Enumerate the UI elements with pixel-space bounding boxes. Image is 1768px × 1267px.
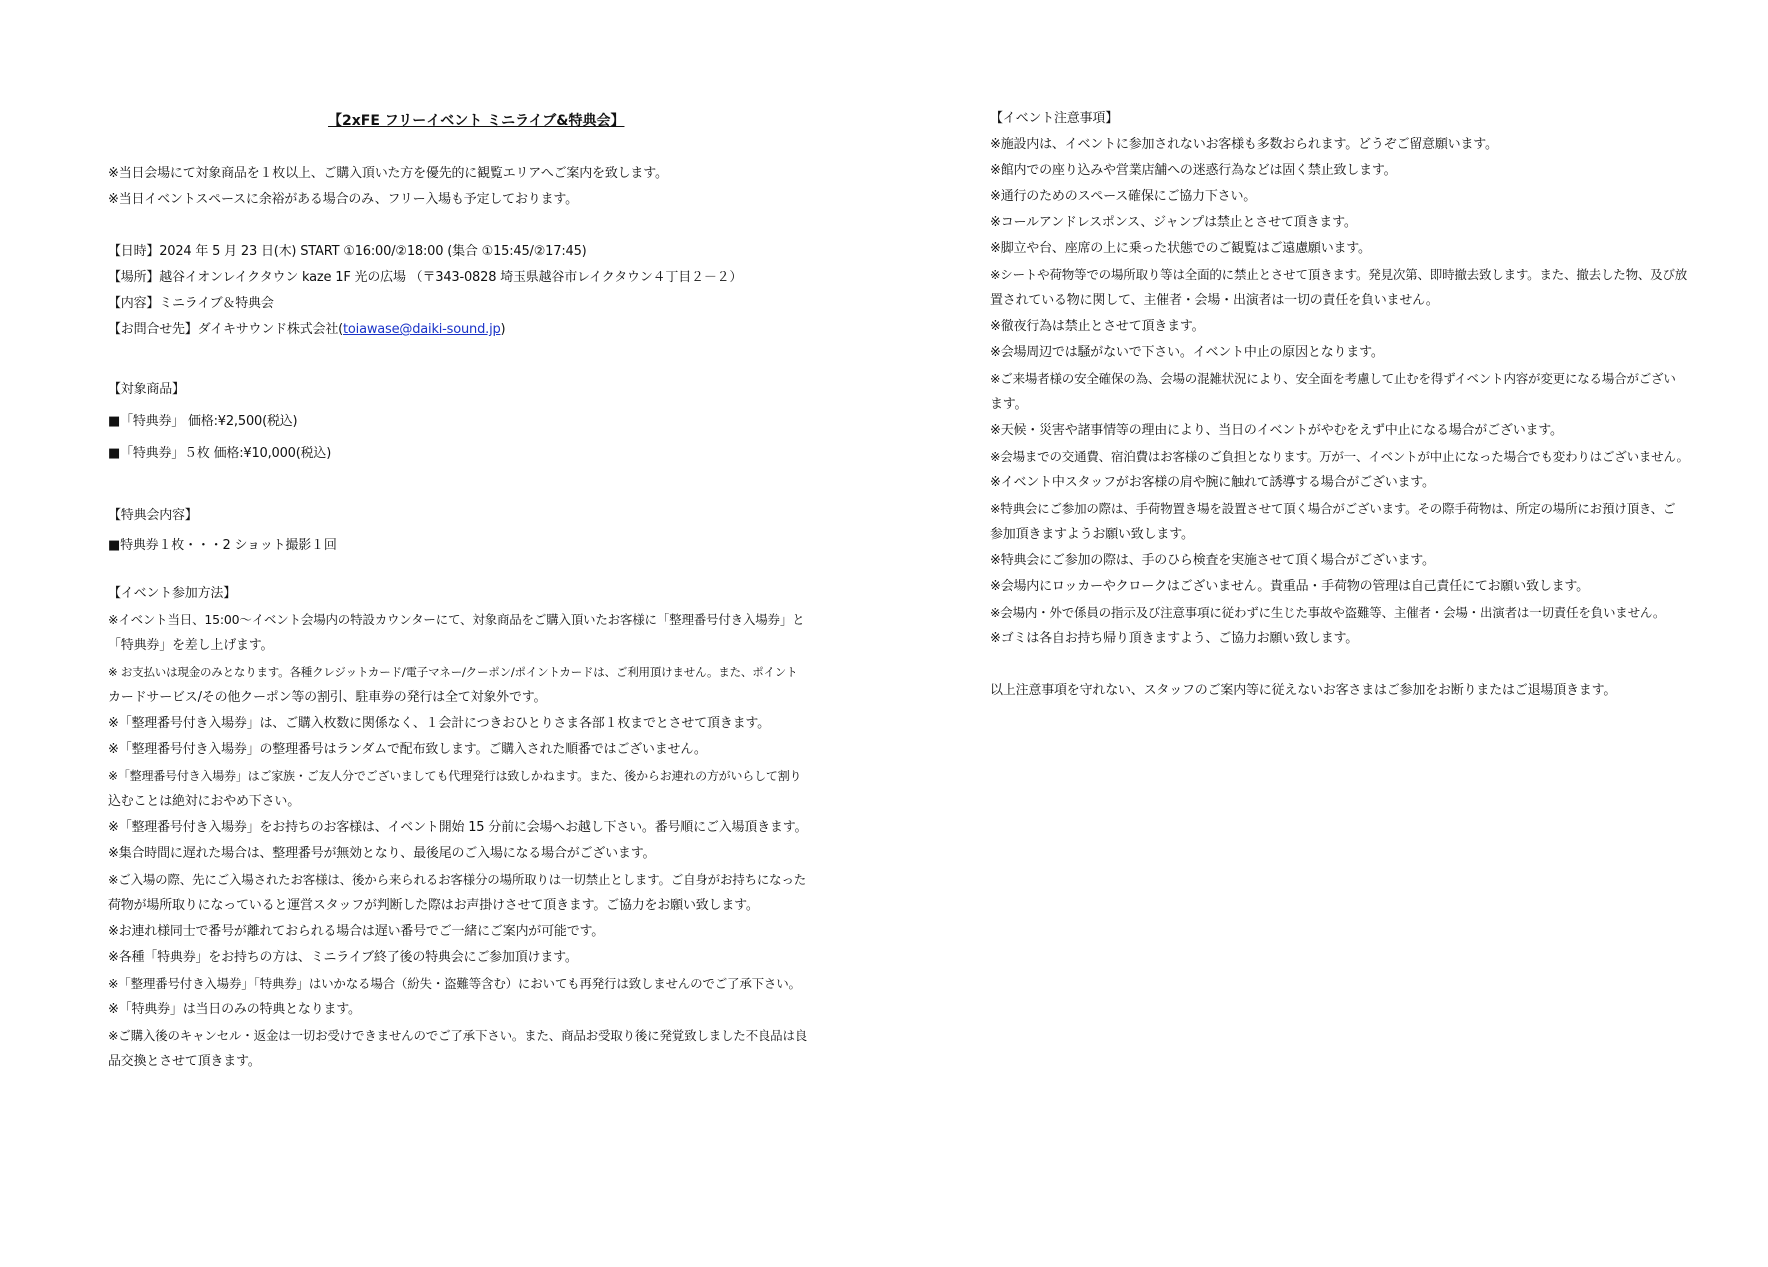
participation-line: ※お連れ様同士で番号が離れておられる場合は遅い番号でご一緒にご案内が可能です。 <box>108 924 605 939</box>
note-line: ※徹夜行為は禁止とさせて頂きます。 <box>990 319 1205 334</box>
participation-line: ※ご購入後のキャンセル・返金は一切お受けできませんのでご了承下さい。また、商品お受取り後に発覚致しました不良品は良 <box>108 1028 808 1043</box>
info-content: 【内容】ミニライブ＆特典会 <box>108 296 274 311</box>
product-item-2: ■「特典券」５枚 価格:¥10,000(税込) <box>108 446 332 461</box>
note-line: ※脚立や台、座席の上に乗った状態でのご観覧はご遠慮願います。 <box>990 241 1371 256</box>
note-line: ※ゴミは各自お持ち帰り頂きますよう、ご協力お願い致します。 <box>990 631 1359 646</box>
notes-closing: 以上注意事項を守れない、スタッフのご案内等に従えないお客さまはご参加をお断りまたはご退場頂きます。 <box>990 683 1617 698</box>
notes-heading: 【イベント注意事項】 <box>990 111 1119 126</box>
page-title: 【2xFE フリーイベント ミニライブ&特典会】 <box>328 113 625 129</box>
note-line: ます。 <box>990 397 1028 412</box>
note-line: 置されている物に関して、主催者・会場・出演者は一切の責任を負いません。 <box>990 293 1439 308</box>
note-line: ※天候・災害や諸事情等の理由により、当日のイベントがやむをえず中止になる場合がございます。 <box>990 423 1563 438</box>
note-line: ※会場までの交通費、宿泊費はお客様のご負担となります。万が一、イベントが中止になった場合でも変わりはございません。 <box>990 449 1689 464</box>
note-line: ※特典会にご参加の際は、手荷物置き場を設置させて頂く場合がございます。その際手荷物は、所定の場所にお預け頂き、ご <box>990 501 1676 516</box>
note-line: 参加頂きますようお願い致します。 <box>990 527 1194 542</box>
product-item-1: ■「特典券」 価格:¥2,500(税込) <box>108 414 298 429</box>
participation-line: ※「特典券」は当日のみの特典となります。 <box>108 1002 361 1017</box>
benefit-item-1: ■特典券１枚・・・2 ショット撮影１回 <box>108 538 337 553</box>
note-line: ※通行のためのスペース確保にご協力下さい。 <box>990 189 1257 204</box>
participation-heading: 【イベント参加方法】 <box>108 586 237 601</box>
note-line: ※会場内・外で係員の指示及び注意事項に従わずに生じた事故や盗難等、主催者・会場・出演者は一切責任を負いません。 <box>990 605 1666 620</box>
participation-line: 荷物が場所取りになっていると運営スタッフが判断した際はお声掛けさせて頂きます。ご協力をお願い致します。 <box>108 898 759 913</box>
note-line: ※ご来場者様の安全確保の為、会場の混雑状況により、安全面を考慮して止むを得ずイベント内容が変更になる場合がござい <box>990 371 1676 386</box>
participation-line: 込むことは絶対におやめ下さい。 <box>108 794 301 809</box>
participation-line: ※各種「特典券」をお持ちの方は、ミニライブ終了後の特典会にご参加頂けます。 <box>108 950 578 965</box>
benefit-heading: 【特典会内容】 <box>108 508 198 523</box>
participation-line: ※ お支払いは現金のみとなります。各種クレジットカード/電子マネー/クーポン/ポイントカードは、ご利用頂けません。また、ポイント <box>108 665 798 679</box>
products-heading: 【対象商品】 <box>108 382 185 397</box>
participation-line: ※「整理番号付き入場券」の整理番号はランダムで配布致します。ご購入された順番ではございません。 <box>108 742 707 757</box>
participation-line: 「特典券」を差し上げます。 <box>108 638 274 653</box>
participation-line: ※集合時間に遅れた場合は、整理番号が無効となり、最後尾のご入場になる場合がございます。 <box>108 846 656 861</box>
info-contact <box>108 322 505 338</box>
participation-line: 品交換とさせて頂きます。 <box>108 1054 261 1069</box>
info-date: 【日時】2024 年 5 月 23 日(木) START ①16:00/②18:00 (集合 ①15:45/②17:45) <box>108 244 587 259</box>
participation-line: ※イベント当日、15:00～イベント会場内の特設カウンターにて、対象商品をご購入頂いたお客様に「整理番号付き入場券」と <box>108 612 805 627</box>
contact-prefix: 【お問合せ先】ダイキサウンド株式会社( <box>108 322 344 337</box>
contact-email-link[interactable]: toiawase@daiki-sound.jp <box>343 322 501 337</box>
note-line: ※特典会にご参加の際は、手のひら検査を実施させて頂く場合がございます。 <box>990 553 1435 568</box>
note-line: ※館内での座り込みや営業店舗への迷惑行為などは固く禁止致します。 <box>990 163 1397 178</box>
participation-line: カードサービス/その他クーポン等の割引、駐車券の発行は全て対象外です。 <box>108 690 547 705</box>
participation-line: ※「整理番号付き入場券」は、ご購入枚数に関係なく、１会計につきおひとりさま各部１枚までとさせて頂きます。 <box>108 716 770 731</box>
info-place: 【場所】越谷イオンレイクタウン kaze 1F 光の広場 （〒343-0828 埼玉県越谷市レイクタウン４丁目２－２） <box>108 270 743 285</box>
contact-suffix: ) <box>500 322 506 337</box>
participation-line: ※ご入場の際、先にご入場されたお客様は、後から来られるお客様分の場所取りは一切禁止とします。ご自身がお持ちになった <box>108 872 807 887</box>
participation-line: ※「整理番号付き入場券」をお持ちのお客様は、イベント開始 15 分前に会場へお越し下さい。番号順にご入場頂きます。 <box>108 820 808 835</box>
note-line: ※コールアンドレスポンス、ジャンプは禁止とさせて頂きます。 <box>990 215 1357 230</box>
note-line: ※シートや荷物等での場所取り等は全面的に禁止とさせて頂きます。発見次第、即時撤去致します。また、撤去した物、及び放 <box>990 267 1688 282</box>
note-line: ※会場内にロッカーやクロークはございません。貴重品・手荷物の管理は自己責任にてお願い致します。 <box>990 579 1589 594</box>
note-line: ※施設内は、イベントに参加されないお客様も多数おられます。どうぞご留意願います。 <box>990 137 1498 152</box>
participation-line: ※「整理番号付き入場券」「特典券」はいかなる場合（紛失・盗難等含む）においても再発行は致しませんのでご了承下さい。 <box>108 976 801 991</box>
note-line: ※会場周辺では騒がないで下さい。イベント中止の原因となります。 <box>990 345 1384 360</box>
note-line: ※イベント中スタッフがお客様の肩や腕に触れて誘導する場合がございます。 <box>990 475 1435 490</box>
participation-line: ※「整理番号付き入場券」はご家族・ご友人分でございましても代理発行は致しかねます。また、後からお連れの方がいらして割り <box>108 769 802 783</box>
intro-line-2: ※当日イベントスペースに余裕がある場合のみ、フリー入場も予定しております。 <box>108 192 578 207</box>
intro-line-1: ※当日会場にて対象商品を１枚以上、ご購入頂いた方を優先的に観覧エリアへご案内を致します。 <box>108 166 668 181</box>
